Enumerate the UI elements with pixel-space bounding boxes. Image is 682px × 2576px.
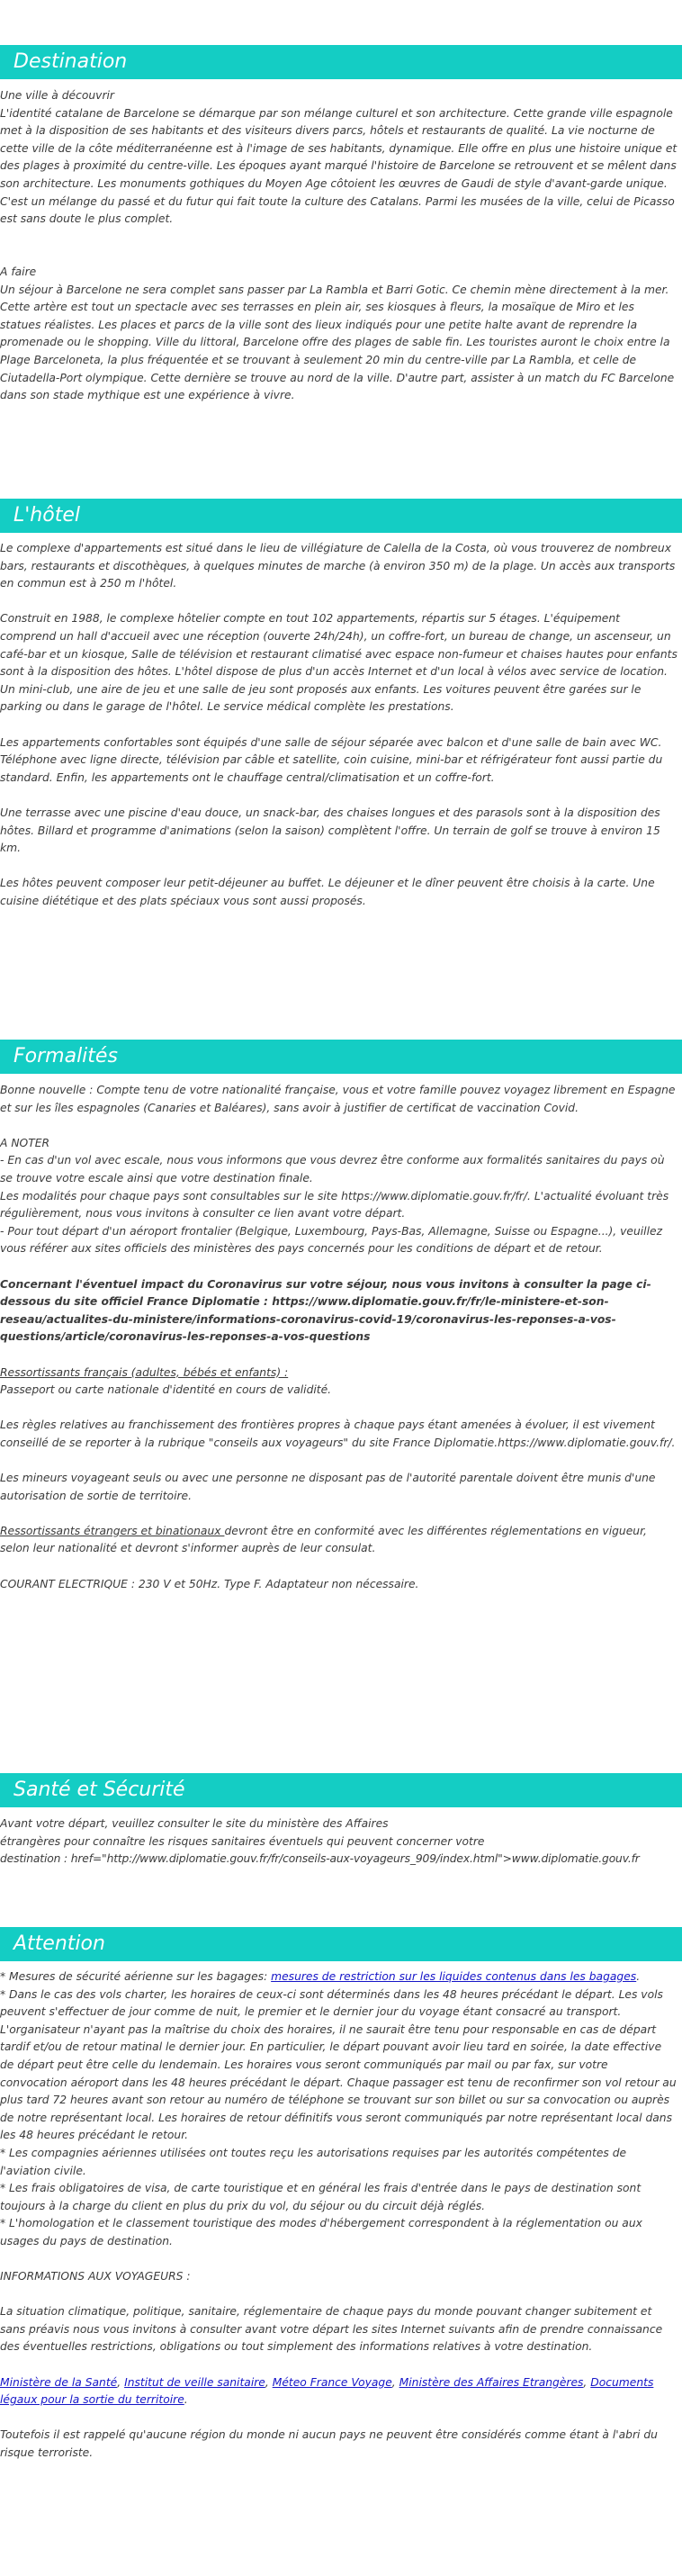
ressortissants-heading: Ressortissants français (adultes, bébés et enfants) : [0, 1365, 289, 1379]
affaires-etrangeres-link[interactable]: Ministère des Affaires Etrangères [399, 2375, 584, 2389]
link-separator: , [391, 2375, 399, 2389]
destination-intro-text: L'identité catalane de Barcelone se démarque par son mélange culturel et son architecture. Cette grande ville espagnole met à la disposition de ses habitants et des visiteurs divers parcs, hôtels et restaurants de qualité. La vie nocturne de cette ville de la côte méditerranéenne est à l'image de ses habitants, dynamique. Elle offre en plus une histoire unique et des plages à proximité du centre-ville. Les époques ayant marqué l'histoire de Barcelone se retrouvent et se mêlent dans son architecture. Les monuments gothiques du Moyen Age côtoient les œuvres de Gaudi de style d'avant-garde unique. C'est un mélange du passé et du futur qui fait toute la culture des Catalans. Parmi les musées de la ville, celui de Picasso est sans doute le plus complet. [0, 106, 678, 226]
sante-title: Santé et Sécurité [13, 1779, 185, 1801]
bonne-nouvelle-text: Bonne nouvelle : Compte tenu de votre nationalité française, vous et votre famille pouvez voyagez librement en Espagne et sur les îles espagnoles (Canaries et Baléares), sans avoir à justifier de certificat de vaccination Covid. [0, 1084, 676, 1114]
destination-header [0, 45, 682, 79]
situation-text: La situation climatique, politique, sanitaire, réglementaire de chaque pays du monde pouvant changer subitement et sans préavis nous vous invitons à consulter avant votre départ les sites Internet suivants afin de prendre connaissance des éventuelles restrictions, obligations ou tout simplement des informations relatives à votre destination. [0, 2305, 663, 2354]
hotel-paragraph: Construit en 1988, le complexe hôtelier compte en tout 102 appartements, répartis sur 5 étages. L'équipement comprend un hall d'accueil avec une réception (ouverte 24h/24h), un coffre-fort, un bureau de change, un ascenseur, un café-bar et un kiosque, Salle de télévision et restaurant climatisé avec espace non-fumeur et chaises hautes pour enfants sont à la disposition des hôtes. L'hôtel dispose de plus d'un accès Internet et d'un local à vélos avec service de location. Un mini-club, une aire de jeu et une salle de jeu sont proposés aux enfants. Les voitures peuvent être garées sur le parking ou dans le garage de l'hôtel. Le service médical complète les prestations. [0, 612, 678, 714]
a-noter-item: - En cas d'un vol avec escale, nous vous informons que vous devrez être conforme aux formalités sanitaires du pays où se trouve votre escale ainsi que votre destination finale. [0, 1154, 665, 1184]
coronavirus-notice: Concernant l'éventuel impact du Coronavirus sur votre séjour, nous vous invitons à consulter la page ci-dessous du site officiel France Diplomatie : https://www.diplomatie.gouv.fr/fr/le-ministere-et-son-reseau/actualites-du-ministere/informations-coronavirus-covid-19/coronavirus-les-reponses-a-vos-questions/article/coronavirus-les-reponses-a-vos-questions [0, 1277, 651, 1344]
attention-header [0, 1927, 682, 1961]
mesures-prefix: * Mesures de sécurité aérienne sur les bagages: [0, 1970, 272, 1983]
sante-line: destination : href="http://www.diplomatie.gouv.fr/fr/conseils-aux-voyageurs_909/index.html">www.diplomatie.gouv.fr [0, 1852, 640, 1866]
mineurs-text: Les mineurs voyageant seuls ou avec une personne ne disposant pas de l'autorité parentale doivent être munis d'une autorisation de sortie de territoire. [0, 1472, 656, 1502]
terrorisme-rappel: Toutefois il est rappelé qu'aucune région du monde ni aucun pays ne peuvent être considérés comme étant à l'abri du risque terroriste. [0, 2428, 658, 2460]
a-noter-item: Les modalités pour chaque pays sont consultables sur le site https://www.diplomatie.gouv.fr/fr/. L'actualité évoluant très régulièrement, nous vous invitons à consulter ce lien avant votre départ. [0, 1189, 669, 1220]
sante-header [0, 1773, 682, 1807]
links-end: . [184, 2393, 188, 2407]
hotel-paragraph: Les hôtes peuvent composer leur petit-déjeuner au buffet. Le déjeuner et le dîner peuvent être choisis à la carte. Une cuisine diététique et des plats spéciaux vous sont aussi proposés. [0, 877, 655, 907]
mesures-paragraph [0, 1968, 678, 1986]
homologation-text: * L'homologation et le classement touristique des modes d'hébergement correspondent à la réglementation ou aux usages du pays de destination. [0, 2217, 642, 2247]
ressortissants-text: Passeport ou carte nationale d'identité en cours de validité. [0, 1383, 332, 1397]
formalites-section [0, 1082, 682, 1593]
sante-section [0, 1815, 682, 1869]
veille-sanitaire-link[interactable]: Institut de veille sanitaire [124, 2375, 265, 2389]
sante-line: étrangères pour connaître les risques sanitaires éventuels qui peuvent concerner votre [0, 1834, 485, 1848]
sante-line: Avant votre départ, veuillez consulter le site du ministère des Affaires [0, 1817, 389, 1830]
etrangers-text: devront être en conformité avec les différentes réglementations en vigueur, selon leur nationalité et devront s'informer auprès de leur consulat. [0, 1524, 647, 1555]
destination-todo-text: Un séjour à Barcelone ne sera complet sans passer par La Rambla et Barri Gotic. Ce chemin mène directement à la mer. Cette artère est tout un spectacle avec ses terrasses en plein air, ses kiosques à fleurs, la mosaïque de Miro et les statues réalistes. Les places et parcs de la ville sont des lieux indiqués pour une petite halte avant de reprendre la promenade ou le shopping. Ville du littoral, Barcelone offre des plages de sable fin. Les touristes auront le choix entre la Plage Barceloneta, la plus fréquentée et se trouvant à seulement 20 min du centre-ville par La Rambla, et celle de Ciutadella-Port olympique. Cette dernière se trouve au nord de la ville. D'autre part, assister à un match du FC Barcelone dans son stade mythique est une expérience à vivre. [0, 283, 675, 402]
hotel-paragraph: Une terrasse avec une piscine d'eau douce, un snack-bar, des chaises longues et des parasols sont à la disposition des hôtes. Billard et programme d'animations (selon la saison) complètent l'offre. Un terrain de golf se trouve à environ 15 km. [0, 806, 660, 855]
link-separator: , [265, 2375, 273, 2389]
documents-legaux-link[interactable]: Documents légaux pour la sortie du territoire [0, 2375, 654, 2407]
hotel-paragraph: Le complexe d'appartements est situé dans le lieu de villégiature de Calella de la Costa, où vous trouverez de nombreux bars, restaurants et discothèques, à quelques minutes de marche (à environ 350 m) de la plage. Un accès aux transports en commun est à 250 m l'hôtel. [0, 542, 676, 590]
hotel-title: L'hôtel [13, 504, 80, 527]
courant-electrique: COURANT ELECTRIQUE : 230 V et 50Hz. Type F. Adaptateur non nécessaire. [0, 1577, 419, 1590]
destination-title: Destination [13, 50, 128, 73]
attention-section [0, 1968, 682, 2463]
liquides-restriction-link[interactable]: mesures de restriction sur les liquides contenus dans les bagages [271, 1970, 637, 1983]
hotel-header [0, 499, 682, 533]
a-noter-item: - Pour tout départ d'un aéroport frontalier (Belgique, Luxembourg, Pays-Bas, Allemagne, Suisse ou Espagne...), veuillez vous référer aux sites officiels des ministères des pays concernés pour les conditions de départ et de retour. [0, 1224, 663, 1256]
hotel-section [0, 540, 682, 910]
destination-intro-heading: Une ville à découvrir [0, 89, 114, 102]
infos-voyageurs-heading: INFORMATIONS AUX VOYAGEURS : [0, 2270, 191, 2283]
link-separator: , [583, 2375, 591, 2389]
etrangers-heading: Ressortissants étrangers et binationaux [0, 1524, 225, 1537]
ministere-sante-link[interactable]: Ministère de la Santé [0, 2375, 118, 2389]
charter-text: * Dans le cas des vols charter, les horaires de ceux-ci sont déterminés dans les 48 heures précédant le départ. Les vols peuvent s'effectuer de jour comme de nuit, le premier et le dernier jour du voyage étant consacré au transport. L'organisateur n'ayant pas la maîtrise du choix des horaires, il ne saurait être tenu pour responsable en cas de départ tardif et/ou de retour matinal le dernier jour. En particulier, le départ pouvant avoir lieu tard en soirée, la date effective de départ peut être celle du lendemain. Les horaires vous seront communiqués par mail ou par fax, sur votre convocation aéroport dans les 48 heures précédant le départ. Chaque passager est tenu de reconfirmer son vol retour au plus tard 72 heures avant son retour au numéro de téléphone se trouvant sur son billet ou sur sa convocation ou auprès de notre représentant local. Les horaires de retour définitifs vous seront communiqués par notre représentant local dans les 48 heures précédant le retour. [0, 1987, 677, 2142]
destination-todo-heading: A faire [0, 265, 37, 278]
link-separator: , [117, 2375, 125, 2389]
frais-text: * Les frais obligatoires de visa, de carte touristique et en général les frais d'entrée dans le pays de destination sont toujours à la charge du client en plus du prix du vol, du séjour ou du circuit déjà réglés. [0, 2182, 642, 2212]
formalites-title: Formalités [13, 1045, 118, 1067]
attention-title: Attention [13, 1932, 105, 1955]
compagnies-text: * Les compagnies aériennes utilisées ont toutes reçu les autorisations requises par les autorités compétentes de l'aviation civile. [0, 2146, 627, 2177]
mesures-suffix: . [636, 1970, 641, 1983]
meteo-france-link[interactable]: Méteo France Voyage [272, 2375, 392, 2389]
destination-section [0, 87, 682, 405]
formalites-header [0, 1040, 682, 1074]
etrangers-paragraph [0, 1523, 678, 1558]
regles-text: Les règles relatives au franchissement des frontières propres à chaque pays étant amenées à évoluer, il est vivement conseillé de se reporter à la rubrique "conseils aux voyageurs" du site France Diplomatie.https://www.diplomatie.gouv.fr/. [0, 1419, 676, 1449]
hotel-paragraph: Les appartements confortables sont équipés d'une salle de séjour séparée avec balcon et d'une salle de bain avec WC. Téléphone avec ligne directe, télévision par câble et satellite, coin cuisine, mini-bar et réfrigérateur font aussi partie du standard. Enfin, les appartements ont le chauffage central/climatisation et un coffre-fort. [0, 735, 663, 784]
info-links [0, 2374, 678, 2409]
a-noter-heading: A NOTER [0, 1136, 50, 1149]
